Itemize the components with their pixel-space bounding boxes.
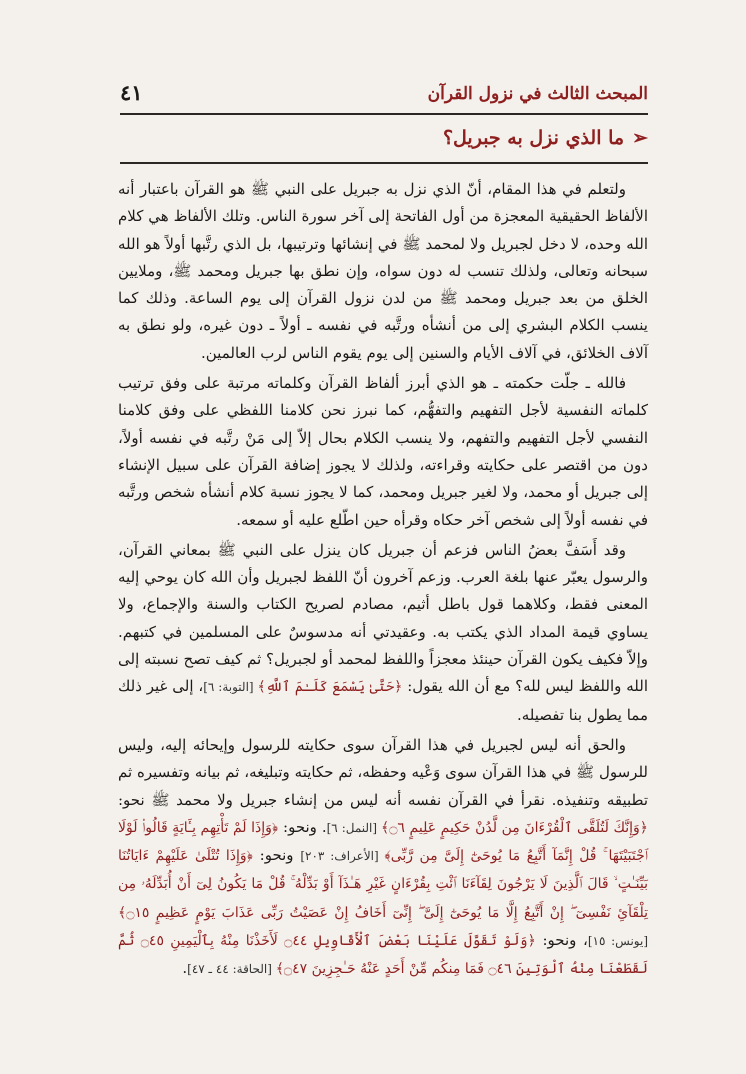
header-rule-bottom bbox=[120, 162, 648, 164]
running-head-title: المبحث الثالث في نزول القرآن bbox=[427, 84, 648, 104]
quran-verse: ﴿حَتَّىٰ يَسْمَعَ كَلَـٰمَ ٱللَّهِ﴾ bbox=[257, 679, 403, 696]
paragraph-text: فالله ـ جلّت حكمته ـ هو الذي أبرز ألفاظ القرآن وكلماته مرتبة على وفق ترتيب كلماته النفسية لأجل التفهيم والتفهُّم، كما نبرز نحن كلامنا اللفظي على وفق كلامنا النفسي لأجل التفهيم والتفهم، ولا ينسب الكلام بحال إلاّ إلى مَنْ رتَّبه في نفسه أولاً، دون من اقتصر على حكايته وقراءته، ولذلك لا يجوز إضافة القرآن على سبيل الإنشاء إلى جبريل أو محمد، ولا لغير جبريل ومحمد، كما لا يجوز نسبة كلام أنشأه شخص ورتَّبه في نفسه أولاً إلى شخص آخر حكاه وقرأه حين اطّلع عليه أو سمعه. bbox=[118, 374, 648, 529]
quran-verse: ﴿وَإِنَّكَ لَتُلَقَّى ٱلْقُرْءَانَ مِن لَّدُنْ حَكِيمٍ عَلِيمٍ ۝٦﴾ bbox=[381, 819, 648, 836]
page-number: ٤١ bbox=[120, 80, 143, 105]
running-head bbox=[120, 78, 648, 114]
verse-reference: [التوبة: ٦] bbox=[203, 680, 258, 695]
verse-reference: [الأعراف: ٢٠٣] bbox=[300, 849, 385, 864]
body-text bbox=[118, 176, 648, 987]
paragraph-text: . bbox=[182, 959, 188, 978]
paragraph-text: ونحو: bbox=[252, 846, 301, 865]
paragraph bbox=[118, 537, 648, 729]
verse-reference: [النمل: ٦] bbox=[326, 820, 382, 835]
quran-verse: ﴿وَإِذَا لَمْ تَأْتِهِم بِـَٔايَةٍ قَالُوا۟ لَوْلَا ٱجْتَبَيْتَهَا ۚ قُلْ إِنَّمَآ أَتَّبِعُ مَا يُوحَىٰٓ إِلَىَّ مِن رَّبِّى﴾ bbox=[118, 819, 648, 865]
section-title: ما الذي نزل به جبريل؟ bbox=[442, 127, 625, 149]
section-heading bbox=[120, 127, 648, 157]
arrow-icon: ➢ bbox=[632, 127, 648, 149]
quran-verse: ﴿وَلَوْ تَقَوَّلَ عَلَيْنَا بَعْضَ ٱلْأَقَاوِيلِ ۝٤٤ لَأَخَذْنَا مِنْهُ بِٱلْيَمِينِ ۝٤٥ ثُمَّ لَقَطَعْنَا مِنْهُ ٱلْوَتِينَ ۝٤٦ فَمَا مِنكُم مِّنْ أَحَدٍ عَنْهُ حَـٰجِزِينَ ۝٤٧﴾ bbox=[118, 933, 648, 978]
paragraph-text: ، إلى غير ذلك مما يطول بنا تفصيله. bbox=[118, 677, 648, 724]
paragraph-text: والحق أنه ليس لجبريل في هذا القرآن سوى حكايته للرسول وإيحائه إليه، وليس للرسول ﷺ في هذا القرآن سوى وَعْيه وحفظه، ثم حكايته وتبليغه، ثم بيانه وتفسيره ثم تطبيقه وتنفيذه. نقرأ في القرآن نفسه أنه ليس من إنشاء جبريل ولا محمد ﷺ نحو: bbox=[118, 735, 648, 809]
verse-reference: [يونس: ١٥] bbox=[587, 934, 648, 949]
paragraph-text: وقد أَسَفَّ بعضُ الناس فزعم أن جبريل كان ينزل على النبي ﷺ بمعاني القرآن، والرسول يعبّر عنها بلغة العرب. وزعم آخرون أنّ اللفظ لجبريل وأن الله كان يوحي إليه المعنى فقط، وكلاهما قول باطل أثيم، مصادم لصريح الكتاب والسنة والإجماع، ولا يساوي قيمة المداد الذي يكتب به. وعقيدتي أنه مدسوسٌ على المسلمين في كتبهم. وإلاّ فكيف يكون القرآن حينئذ معجزاً واللفظ لمحمد أو لجبريل؟ ثم كيف تصح نسبته إلى الله واللفظ ليس لله؟ مع أن الله يقول: bbox=[118, 540, 648, 696]
paragraph-text: . ونحو: bbox=[278, 817, 327, 836]
header-rule-top bbox=[120, 113, 648, 115]
verse-reference: [الحاقة: ٤٤ ـ ٤٧] bbox=[187, 962, 276, 977]
paragraph-text: ولتعلم في هذا المقام، أنّ الذي نزل به جبريل على النبي ﷺ هو القرآن باعتبار أنه الألفاظ الحقيقية المعجزة من أول الفاتحة إلى آخر سورة الناس. وتلك الألفاظ هي كلام الله وحده، لا دخل لجبريل ولا لمحمد ﷺ في إنشائها وترتيبها، بل الذي رتَّبها أولاً هو الله سبحانه وتعالى، ولذلك تنسب له دون سواه، وإن نطق بها جبريل ومحمد ﷺ، وملايين الخلق من بعد جبريل ومحمد ﷺ من لدن نزول القرآن إلى يوم الساعة. وذلك كما ينسب الكلام البشري إلى من أنشأه ورتَّبه في نفسه ـ أولاً ـ دون غيره، ولو نطق به آلاف الخلائق، في آلاف الأيام والسنين إلى يوم يقوم الناس لرب العالمين. bbox=[118, 180, 648, 362]
paragraph bbox=[118, 732, 648, 984]
paragraph bbox=[118, 370, 648, 534]
quran-verse: ﴿وَإِذَا تُتْلَىٰ عَلَيْهِمْ ءَايَاتُنَا بَيِّنَـٰتٍ ۙ قَالَ ٱلَّذِينَ لَا يَرْجُونَ لِقَآءَنَا ٱئْتِ بِقُرْءَانٍ غَيْرِ هَـٰذَآ أَوْ بَدِّلْهُ ۚ قُلْ مَا يَكُونُ لِىٓ أَنْ أُبَدِّلَهُۥ مِن تِلْقَآئِ نَفْسِىٓ ۖ إِنْ أَتَّبِعُ إِلَّا مَا يُوحَىٰٓ إِلَىَّ ۖ إِنِّىٓ أَخَافُ إِنْ عَصَيْتُ رَبِّى عَذَابَ يَوْمٍ عَظِيمٍ ۝١٥﴾ bbox=[118, 848, 648, 921]
paragraph-text: ، ونحو: bbox=[535, 931, 588, 950]
paragraph bbox=[118, 176, 648, 367]
